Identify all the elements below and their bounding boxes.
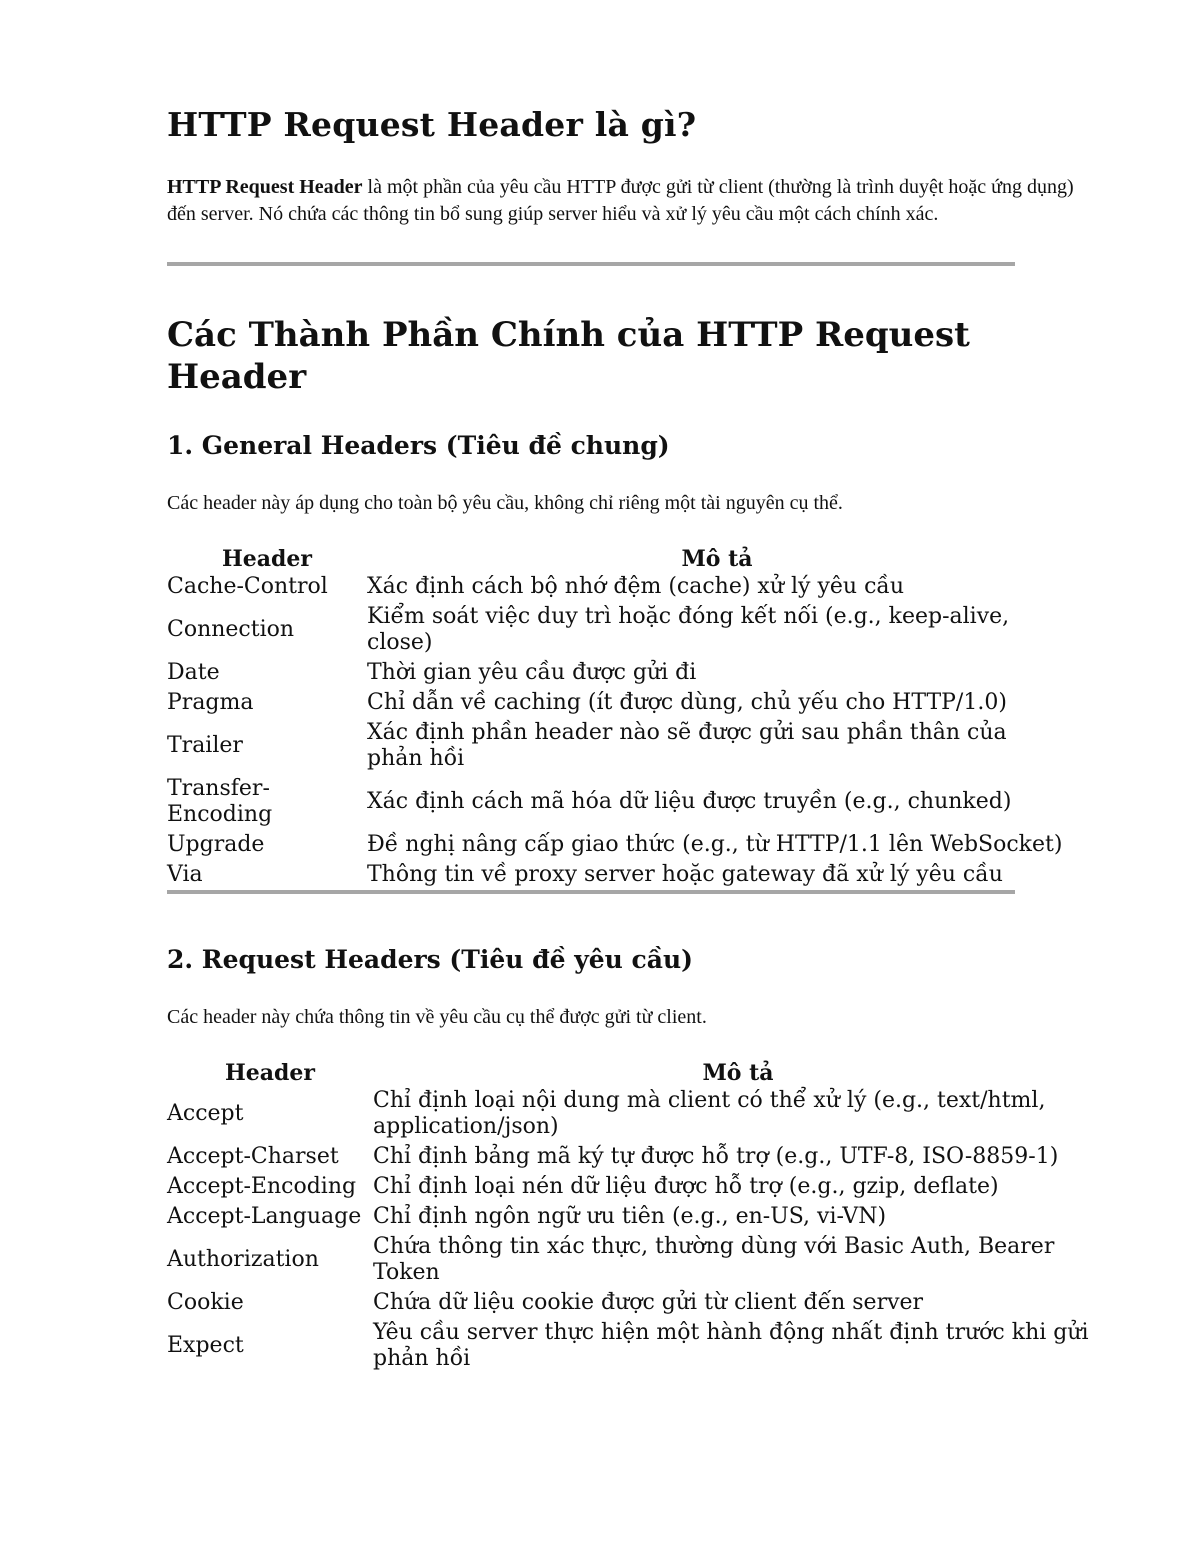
table-row (167, 1202, 1103, 1232)
header-name: Pragma (167, 690, 254, 715)
table-row (167, 860, 1067, 890)
request-headers-description: Các header này chứa thông tin về yêu cầu cụ thể được gửi từ client. (167, 1006, 707, 1028)
header-description: Đề nghị nâng cấp giao thức (e.g., từ HTTP/1.1 lên WebSocket) (367, 832, 1063, 857)
header-description: Chỉ định loại nén dữ liệu được hỗ trợ (e.g., gzip, deflate) (373, 1174, 999, 1199)
header-name: Connection (167, 617, 295, 642)
table-row (167, 658, 1067, 688)
header-name: Upgrade (167, 832, 265, 857)
table-header-row (167, 1056, 1103, 1086)
table-row (167, 1142, 1103, 1172)
horizontal-divider (167, 890, 1015, 894)
request-headers-table (167, 1056, 1103, 1374)
horizontal-divider (167, 262, 1015, 266)
header-description: Kiểm soát việc duy trì hoặc đóng kết nối (e.g., keep-alive, close) (367, 604, 1010, 655)
request-headers-heading: 2. Request Headers (Tiêu đề yêu cầu) (167, 945, 693, 974)
header-description: Chỉ định loại nội dung mà client có thể xử lý (e.g., text/html, application/json) (373, 1088, 1046, 1139)
header-name: Accept-Encoding (167, 1174, 357, 1199)
column-header-header: Header (221, 546, 312, 572)
table-row (167, 830, 1067, 860)
header-description: Chỉ định ngôn ngữ ưu tiên (e.g., en-US, vi-VN) (373, 1204, 887, 1229)
page-title: HTTP Request Header là gì? (167, 105, 697, 144)
header-name: Cookie (167, 1290, 244, 1315)
table-row (167, 1288, 1103, 1318)
header-description: Thông tin về proxy server hoặc gateway đã xử lý yêu cầu (367, 862, 1003, 887)
general-headers-table (167, 542, 1067, 890)
header-name: Authorization (167, 1247, 319, 1272)
table-row (167, 1232, 1103, 1288)
header-description: Chỉ định bảng mã ký tự được hỗ trợ (e.g., UTF-8, ISO-8859-1) (373, 1144, 1059, 1169)
header-description: Xác định phần header nào sẽ được gửi sau phần thân của phản hồi (367, 720, 1007, 771)
table-row (167, 688, 1067, 718)
table-row (167, 1172, 1103, 1202)
header-description: Chỉ dẫn về caching (ít được dùng, chủ yếu cho HTTP/1.0) (367, 690, 1007, 715)
header-name: Expect (167, 1333, 244, 1358)
header-description: Xác định cách mã hóa dữ liệu được truyền (e.g., chunked) (367, 789, 1012, 814)
header-name: Via (167, 862, 203, 887)
intro-text: là một phần của yêu cầu HTTP được gửi từ client (thường là trình duyệt hoặc ứng dụng) đến server. Nó chứa các thông tin bổ sung giúp server hiểu và xử lý yêu cầu một cách chính xác. (167, 176, 1074, 225)
header-name: Accept-Charset (167, 1144, 339, 1169)
document-page (167, 100, 1107, 1374)
intro-term: HTTP Request Header (167, 176, 363, 198)
section-title: Các Thành Phần Chính của HTTP Request Header (167, 315, 970, 397)
header-description: Thời gian yêu cầu được gửi đi (367, 660, 697, 685)
intro-paragraph (167, 174, 1087, 228)
column-header-description: Mô tả (702, 1060, 774, 1086)
column-header-description: Mô tả (681, 546, 753, 572)
table-row (167, 572, 1067, 602)
header-name: Accept-Language (167, 1204, 362, 1229)
header-name: Accept (167, 1101, 244, 1126)
table-row (167, 1318, 1103, 1374)
header-name: Cache-Control (167, 574, 328, 599)
table-row (167, 774, 1067, 830)
column-header-header: Header (224, 1060, 315, 1086)
header-name: Date (167, 660, 220, 685)
header-name: Transfer-Encoding (167, 776, 273, 827)
header-description: Yêu cầu server thực hiện một hành động nhất định trước khi gửi phản hồi (373, 1320, 1089, 1371)
header-name: Trailer (167, 733, 243, 758)
header-description: Chứa dữ liệu cookie được gửi từ client đến server (373, 1290, 924, 1315)
table-row (167, 1086, 1103, 1142)
header-description: Xác định cách bộ nhớ đệm (cache) xử lý yêu cầu (367, 574, 905, 599)
table-row (167, 718, 1067, 774)
general-headers-heading: 1. General Headers (Tiêu đề chung) (167, 431, 670, 460)
table-row (167, 602, 1067, 658)
general-headers-description: Các header này áp dụng cho toàn bộ yêu cầu, không chỉ riêng một tài nguyên cụ thể. (167, 492, 843, 514)
table-header-row (167, 542, 1067, 572)
header-description: Chứa thông tin xác thực, thường dùng với Basic Auth, Bearer Token (373, 1234, 1055, 1285)
